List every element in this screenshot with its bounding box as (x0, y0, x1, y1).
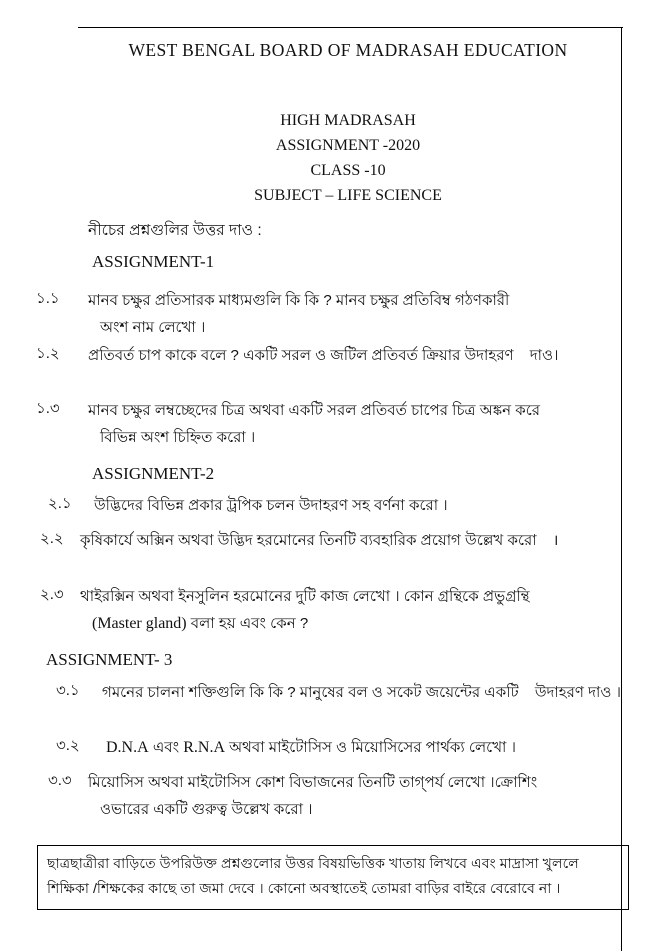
board-title: WEST BENGAL BOARD OF MADRASAH EDUCATION (128, 40, 568, 60)
question-line: দাও। (529, 347, 559, 364)
question-line: বিভিন্ন অংশ চিহ্নিত করো । (100, 429, 256, 446)
question-1-1 (36, 287, 621, 341)
question-3-3 (48, 769, 621, 823)
question-2-1 (48, 492, 448, 519)
assignment-3-heading: ASSIGNMENT- 3 (46, 650, 173, 669)
question-line: থাইরক্সিন অথবা ইনসুলিন হরমোনের দুটি কাজ লেখো । কোন গ্রন্থিকে প্রভুগ্রন্থি (80, 588, 530, 605)
question-number: ২.২ (40, 530, 64, 547)
question-2-3 (40, 583, 621, 637)
question-text (102, 679, 621, 706)
question-number: ৩.১ (56, 682, 80, 699)
question-number: ২.১ (48, 495, 72, 512)
conjunction-text: এবং (148, 739, 184, 756)
assignment-2-heading: ASSIGNMENT-2 (92, 464, 215, 483)
question-line: প্রতিবর্ত চাপ কাকে বলে ? একটি সরল ও জটিল প্রতিবর্ত ক্রিয়ার উদাহরণ (88, 347, 514, 364)
question-line: উদাহরণ দাও । (534, 684, 621, 701)
question-text (88, 342, 558, 369)
header-line-high-madrasah: HIGH MADRASAH (280, 112, 416, 129)
question-text (88, 769, 621, 823)
header-line-subject: SUBJECT – LIFE SCIENCE (254, 187, 442, 204)
assignment-1-heading: ASSIGNMENT-1 (92, 252, 215, 271)
question-3-1 (56, 679, 621, 706)
question-text (106, 734, 516, 761)
question-2-2 (40, 527, 558, 554)
master-gland-latin-term: (Master gland) (92, 615, 187, 632)
question-text (94, 492, 448, 519)
rna-term: R.N.A (183, 739, 226, 756)
question-text (80, 583, 621, 637)
notice-line: শিক্ষিকা /শিক্ষকের কাছে তা জমা দেবে । কোনো অবস্থাতেই তোমরা বাড়ির বাইরে বেরোবে না । (47, 881, 561, 897)
question-number: ২.৩ (40, 586, 64, 603)
question-text (88, 397, 621, 451)
question-line: মানব চক্ষুর লম্বচ্ছেদের চিত্র অথবা একটি সরল প্রতিবর্ত চাপের চিত্র অঙ্কন করে (88, 402, 540, 419)
question-line: গমনের চালনা শক্তিগুলি কি কি ? মানুষের বল ও সকেট জয়েন্টের একটি (102, 684, 519, 701)
question-line-continued: বলা হয় এবং কেন ? (186, 615, 309, 632)
question-1-2 (36, 342, 558, 369)
exam-header-block (78, 108, 618, 208)
question-number: ৩.৩ (48, 772, 72, 789)
question-1-3 (36, 397, 621, 451)
question-line (106, 739, 516, 756)
question-line: মানব চক্ষুর প্রতিসারক মাধ্যমগুলি কি কি ? মানব চক্ষুর প্রতিবিম্ব গঠণকারী (88, 292, 510, 309)
question-3-2 (56, 734, 516, 761)
question-line: উদ্ভিদের বিভিন্ন প্রকার ট্রপিক চলন উদাহরণ সহ বর্ণনা করো । (94, 497, 448, 514)
header-line-assignment-year: ASSIGNMENT -2020 (275, 137, 421, 154)
question-number: ১.২ (36, 345, 60, 362)
question-number: ১.৩ (36, 400, 60, 417)
question-line-continued: অথবা মাইটোসিস ও মিয়োসিসের পার্থক্য লেখো । (225, 739, 516, 756)
question-line: মিয়োসিস অথবা মাইটোসিস কোশ বিভাজনের তিনটি তাগ্পর্য লেখো ।ক্রোশিং (88, 774, 538, 791)
header-line-class: CLASS -10 (310, 162, 386, 179)
page-right-border-rule (621, 27, 622, 951)
question-line: কৃষিকার্যে অক্সিন অথবা উদ্ভিদ হরমোনের তিনটি ব্যবহারিক প্রয়োগ উল্লেখ করো (80, 532, 537, 549)
dna-term: D.N.A (106, 739, 149, 756)
question-text (80, 527, 558, 554)
question-number: ১.১ (36, 290, 60, 307)
question-line: ওভারের একটি গুরুত্ব উল্লেখ করো । (100, 801, 313, 818)
question-line (80, 615, 308, 632)
notice-line: ছাত্রছাত্রীরা বাড়িতে উপরিউক্ত প্রশ্নগুলোর উত্তর বিষয়ভিত্তিক খাতায় লিখবে এবং মাদ্রাসা খুললে (47, 856, 579, 872)
answer-instruction: নীচের প্রশ্নগুলির উত্তর দাও : (88, 222, 262, 239)
question-line: । (552, 532, 559, 549)
question-text (88, 287, 621, 341)
question-number: ৩.২ (56, 737, 80, 754)
question-line: অংশ নাম লেখো । (100, 319, 206, 336)
student-notice-box (37, 845, 629, 910)
